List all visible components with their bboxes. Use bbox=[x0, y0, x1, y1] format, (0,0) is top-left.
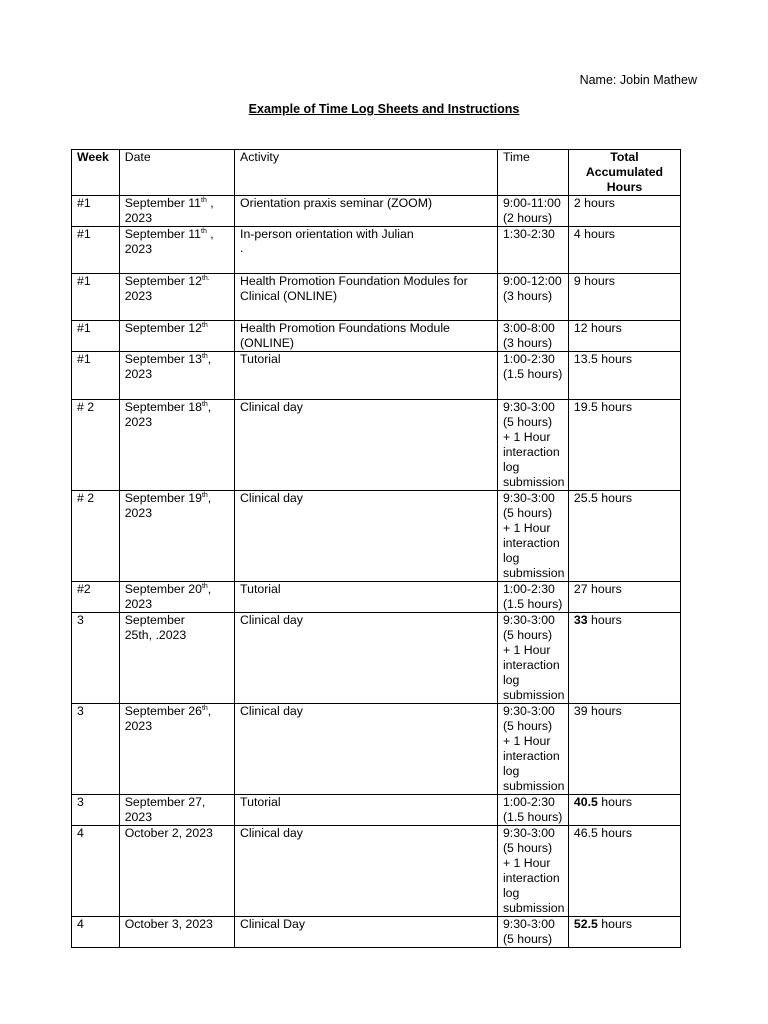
week-cell: #1 bbox=[72, 227, 120, 274]
date-ordinal: th bbox=[201, 197, 207, 204]
column-header-total-hours: Total Accumulated Hours bbox=[568, 150, 680, 196]
time-line: 9:30-3:00 bbox=[502, 704, 555, 718]
date-cell bbox=[119, 352, 234, 400]
date-ordinal: th bbox=[201, 401, 208, 408]
time-log-table bbox=[71, 149, 681, 948]
date-cell bbox=[119, 826, 234, 917]
activity-text: Health Promotion Foundation Modules for Clinical (ONLINE) bbox=[240, 274, 468, 303]
date-year: 2023 bbox=[124, 506, 153, 520]
week-cell: 4 bbox=[72, 917, 120, 948]
table-row bbox=[72, 321, 681, 352]
table-row bbox=[72, 274, 681, 321]
week-cell: #1 bbox=[72, 196, 120, 227]
time-line: 9:30-3:00 bbox=[502, 491, 555, 505]
time-cell bbox=[497, 227, 568, 274]
time-line: log bbox=[502, 460, 520, 474]
total-hours-value: 40.5 bbox=[573, 795, 598, 809]
time-cell bbox=[497, 321, 568, 352]
time-line: log bbox=[502, 764, 520, 778]
activity-text: Orientation praxis seminar (ZOOM) bbox=[240, 196, 433, 210]
date-text: September bbox=[124, 613, 185, 627]
activity-text: Tutorial bbox=[240, 582, 281, 596]
date-text: October 2, 2023 bbox=[124, 826, 213, 840]
date-cell bbox=[119, 613, 234, 704]
time-line: interaction bbox=[502, 445, 560, 459]
date-text: September 11 bbox=[124, 227, 202, 241]
week-cell: 3 bbox=[72, 795, 120, 826]
total-hours-cell bbox=[568, 917, 680, 948]
activity-text: Clinical day bbox=[240, 826, 303, 840]
date-ordinal: th bbox=[201, 492, 208, 499]
time-line: (5 hours) bbox=[502, 628, 553, 642]
activity-cell bbox=[235, 352, 498, 400]
total-hours-cell bbox=[568, 795, 680, 826]
time-line: + 1 Hour bbox=[502, 734, 551, 748]
time-line: 9:00-11:00 bbox=[502, 196, 561, 210]
student-name: Name: Jobin Mathew bbox=[579, 73, 697, 87]
total-hours-value: 33 bbox=[573, 613, 588, 627]
total-hours-value: 52.5 bbox=[573, 917, 598, 931]
date-text: September 12 bbox=[124, 274, 202, 288]
time-line: 3:00-8:00 bbox=[502, 321, 555, 335]
time-cell bbox=[497, 196, 568, 227]
total-hours-unit: hours bbox=[597, 826, 633, 840]
time-line: + 1 Hour bbox=[502, 430, 551, 444]
date-suffix: , bbox=[207, 704, 212, 718]
date-cell bbox=[119, 400, 234, 491]
activity-cell bbox=[235, 613, 498, 704]
time-line: log bbox=[502, 886, 520, 900]
total-hours-value: 4 bbox=[573, 227, 581, 241]
date-suffix: , bbox=[206, 196, 214, 210]
activity-cell bbox=[235, 582, 498, 613]
date-text: September 19 bbox=[124, 491, 202, 505]
activity-cell bbox=[235, 826, 498, 917]
document-title: Example of Time Log Sheets and Instructions bbox=[248, 102, 520, 116]
time-line: submission bbox=[502, 779, 565, 793]
time-line: (2 hours) bbox=[502, 211, 553, 225]
time-line: 9:30-3:00 bbox=[502, 826, 555, 840]
total-hours-cell bbox=[568, 352, 680, 400]
time-line: 1:00-2:30 bbox=[502, 582, 555, 596]
week-cell: 4 bbox=[72, 826, 120, 917]
time-line: interaction bbox=[502, 658, 560, 672]
time-cell bbox=[497, 274, 568, 321]
table-header-row bbox=[72, 150, 681, 196]
time-line: log bbox=[502, 551, 520, 565]
total-hours-unit: hours bbox=[597, 917, 633, 931]
column-header-activity: Activity bbox=[235, 150, 498, 196]
time-cell bbox=[497, 795, 568, 826]
time-line: 1:00-2:30 bbox=[502, 352, 555, 366]
time-line: log bbox=[502, 673, 520, 687]
date-ordinal: th bbox=[201, 228, 207, 235]
time-cell bbox=[497, 491, 568, 582]
time-cell bbox=[497, 704, 568, 795]
time-line: (5 hours) bbox=[502, 841, 553, 855]
date-cell bbox=[119, 917, 234, 948]
time-cell bbox=[497, 917, 568, 948]
activity-cell bbox=[235, 491, 498, 582]
activity-cell bbox=[235, 227, 498, 274]
time-line: (3 hours) bbox=[502, 289, 553, 303]
time-line: (1.5 hours) bbox=[502, 367, 563, 381]
activity-cell bbox=[235, 917, 498, 948]
activity-text: Health Promotion Foundations Module (ONLINE) bbox=[240, 321, 450, 350]
column-header-week: Week bbox=[72, 150, 120, 196]
week-cell: 3 bbox=[72, 704, 120, 795]
total-hours-cell bbox=[568, 826, 680, 917]
date-text: September 12 bbox=[124, 321, 202, 335]
table-row bbox=[72, 613, 681, 704]
table-row bbox=[72, 704, 681, 795]
total-hours-unit: hours bbox=[587, 704, 622, 718]
activity-cell bbox=[235, 274, 498, 321]
date-year: 2023 bbox=[124, 367, 153, 381]
total-hours-value: 46.5 bbox=[573, 826, 598, 840]
time-line: submission bbox=[502, 688, 565, 702]
week-cell: 3 bbox=[72, 613, 120, 704]
activity-text: In-person orientation with Julian bbox=[240, 227, 414, 241]
total-hours-unit: hours bbox=[580, 196, 615, 210]
total-hours-unit: hours bbox=[587, 321, 622, 335]
date-cell bbox=[119, 227, 234, 274]
week-cell: # 2 bbox=[72, 400, 120, 491]
time-line: submission bbox=[502, 901, 565, 915]
week-cell: # 2 bbox=[72, 491, 120, 582]
table-row bbox=[72, 582, 681, 613]
table-row bbox=[72, 352, 681, 400]
date-ordinal: th bbox=[201, 353, 208, 360]
activity-text: Clinical Day bbox=[240, 917, 305, 931]
time-line: (1.5 hours) bbox=[502, 597, 563, 611]
time-line: 9:30-3:00 bbox=[502, 400, 555, 414]
week-cell: #1 bbox=[72, 352, 120, 400]
total-hours-cell bbox=[568, 274, 680, 321]
date-suffix: , bbox=[206, 227, 214, 241]
date-cell bbox=[119, 582, 234, 613]
date-ordinal: th bbox=[201, 322, 208, 329]
activity-cell bbox=[235, 321, 498, 352]
table-row bbox=[72, 917, 681, 948]
date-cell bbox=[119, 196, 234, 227]
activity-text: Tutorial bbox=[240, 795, 281, 809]
date-ordinal: th bbox=[201, 705, 208, 712]
time-line: 9:30-3:00 bbox=[502, 917, 555, 931]
date-ordinal: th bbox=[201, 583, 208, 590]
table-body bbox=[72, 196, 681, 948]
date-text: September 18 bbox=[124, 400, 202, 414]
table-row bbox=[72, 795, 681, 826]
week-cell: #1 bbox=[72, 274, 120, 321]
time-line: interaction bbox=[502, 536, 560, 550]
total-hours-value: 2 bbox=[573, 196, 581, 210]
activity-text: Clinical day bbox=[240, 491, 303, 505]
time-line: (5 hours) bbox=[502, 506, 553, 520]
date-suffix: , bbox=[207, 491, 212, 505]
total-hours-unit: hours bbox=[587, 582, 622, 596]
date-year: 2023 bbox=[124, 211, 153, 225]
date-text: September 26 bbox=[124, 704, 202, 718]
date-year: 25th, .2023 bbox=[124, 628, 187, 642]
date-suffix: , bbox=[207, 400, 212, 414]
total-hours-cell bbox=[568, 196, 680, 227]
total-hours-unit: hours bbox=[597, 795, 633, 809]
time-line: 1:00-2:30 bbox=[502, 795, 555, 809]
date-ordinal: th. bbox=[201, 275, 210, 282]
time-line: (5 hours) bbox=[502, 415, 553, 429]
activity-text: Clinical day bbox=[240, 704, 303, 718]
total-hours-cell bbox=[568, 582, 680, 613]
total-hours-cell bbox=[568, 321, 680, 352]
column-header-date: Date bbox=[119, 150, 234, 196]
time-line: (5 hours) bbox=[502, 932, 553, 946]
total-hours-value: 19.5 bbox=[573, 400, 598, 414]
activity-cell bbox=[235, 400, 498, 491]
date-cell bbox=[119, 795, 234, 826]
total-hours-cell bbox=[568, 400, 680, 491]
time-line: (5 hours) bbox=[502, 719, 553, 733]
date-cell bbox=[119, 274, 234, 321]
activity-extra: . bbox=[240, 241, 244, 255]
time-line: 9:00-12:00 bbox=[502, 274, 562, 288]
total-hours-unit: hours bbox=[597, 400, 633, 414]
time-line: 1:30-2:30 bbox=[502, 227, 555, 241]
activity-text: Clinical day bbox=[240, 613, 303, 627]
time-line: 9:30-3:00 bbox=[502, 613, 555, 627]
date-cell bbox=[119, 491, 234, 582]
date-text: October 3, 2023 bbox=[124, 917, 213, 931]
time-line: (1.5 hours) bbox=[502, 810, 563, 824]
total-hours-cell bbox=[568, 491, 680, 582]
table-row bbox=[72, 227, 681, 274]
total-hours-unit: hours bbox=[580, 274, 615, 288]
total-hours-cell bbox=[568, 613, 680, 704]
total-hours-unit: hours bbox=[587, 613, 622, 627]
time-line: + 1 Hour bbox=[502, 521, 551, 535]
time-cell bbox=[497, 613, 568, 704]
total-hours-unit: hours bbox=[597, 491, 633, 505]
time-line: submission bbox=[502, 475, 565, 489]
date-year: 2023 bbox=[124, 810, 153, 824]
table-row bbox=[72, 196, 681, 227]
time-line: + 1 Hour bbox=[502, 856, 551, 870]
activity-text: Tutorial bbox=[240, 352, 281, 366]
table-row bbox=[72, 826, 681, 917]
total-hours-value: 9 bbox=[573, 274, 581, 288]
time-cell bbox=[497, 400, 568, 491]
date-text: September 20 bbox=[124, 582, 202, 596]
date-suffix: , bbox=[207, 352, 212, 366]
total-hours-unit: hours bbox=[580, 227, 615, 241]
time-line: interaction bbox=[502, 749, 560, 763]
week-cell: #2 bbox=[72, 582, 120, 613]
total-hours-unit: hours bbox=[597, 352, 633, 366]
date-text: September 27, bbox=[124, 795, 206, 809]
table-row bbox=[72, 491, 681, 582]
time-line: submission bbox=[502, 566, 565, 580]
table-row bbox=[72, 400, 681, 491]
activity-text: Clinical day bbox=[240, 400, 303, 414]
total-hours-value: 25.5 bbox=[573, 491, 598, 505]
time-cell bbox=[497, 826, 568, 917]
total-hours-value: 27 bbox=[573, 582, 588, 596]
time-cell bbox=[497, 582, 568, 613]
date-text: September 13 bbox=[124, 352, 202, 366]
date-cell bbox=[119, 704, 234, 795]
date-year: 2023 bbox=[124, 289, 153, 303]
activity-cell bbox=[235, 795, 498, 826]
date-year: 2023 bbox=[124, 242, 153, 256]
week-cell: #1 bbox=[72, 321, 120, 352]
activity-cell bbox=[235, 704, 498, 795]
total-hours-value: 13.5 bbox=[573, 352, 598, 366]
total-hours-cell bbox=[568, 704, 680, 795]
date-year: 2023 bbox=[124, 719, 153, 733]
date-text: September 11 bbox=[124, 196, 202, 210]
time-cell bbox=[497, 352, 568, 400]
date-year: 2023 bbox=[124, 415, 153, 429]
total-hours-value: 12 bbox=[573, 321, 588, 335]
time-line: + 1 Hour bbox=[502, 643, 551, 657]
column-header-time: Time bbox=[497, 150, 568, 196]
date-cell bbox=[119, 321, 234, 352]
time-line: interaction bbox=[502, 871, 560, 885]
date-suffix: , bbox=[207, 582, 212, 596]
time-line: (3 hours) bbox=[502, 336, 553, 350]
date-year: 2023 bbox=[124, 597, 153, 611]
activity-cell bbox=[235, 196, 498, 227]
total-hours-value: 39 bbox=[573, 704, 588, 718]
total-hours-cell bbox=[568, 227, 680, 274]
